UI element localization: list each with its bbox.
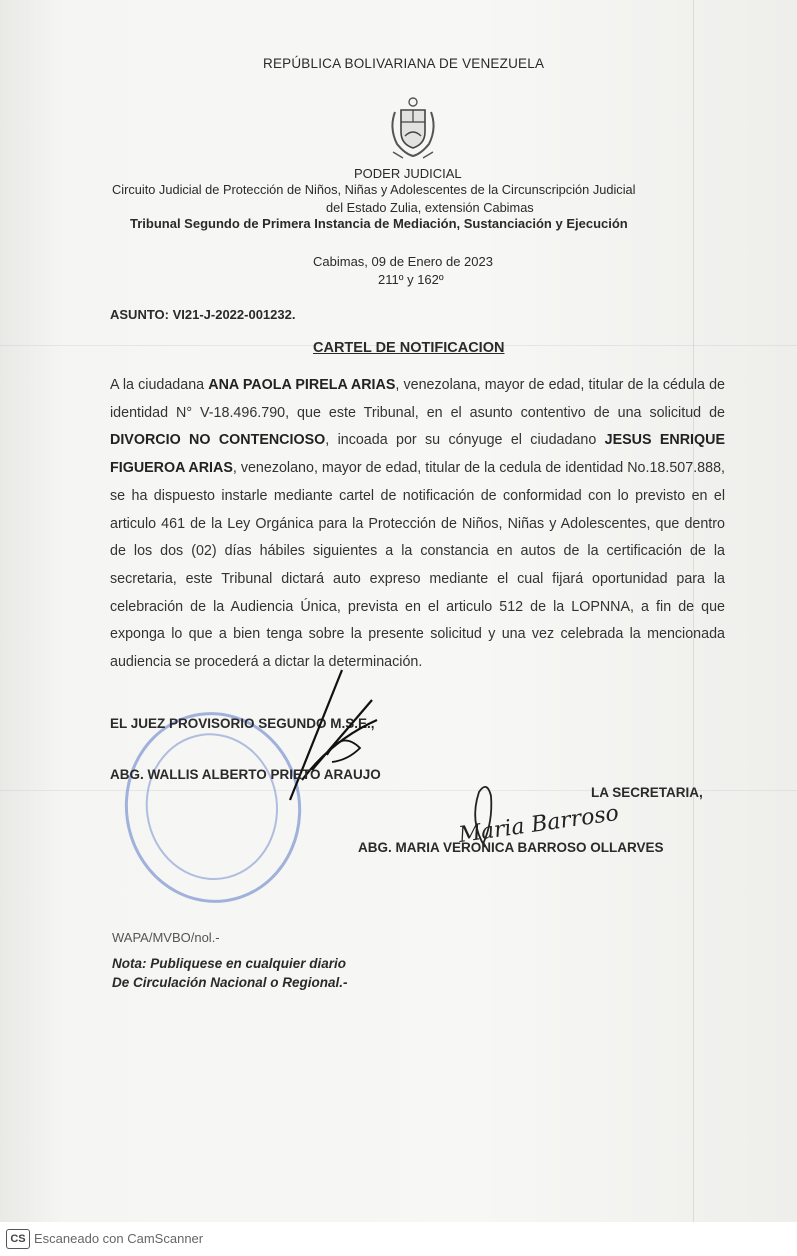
circuit-line-2: del Estado Zulia, extensión Cabimas — [326, 200, 534, 215]
place-date: Cabimas, 09 de Enero de 2023 — [313, 254, 493, 269]
camscanner-logo-icon: CS — [6, 1229, 30, 1249]
coat-of-arms-icon — [383, 92, 443, 162]
secretary-handwritten-signature: Maria Barroso — [457, 800, 621, 849]
secretary-name: ABG. MARIA VERONICA BARROSO OLLARVES — [358, 840, 664, 855]
tribunal-heading: Tribunal Segundo de Primera Instancia de Mediación, Sustanciación y Ejecución — [130, 216, 628, 231]
document-title: CARTEL DE NOTIFICACION — [313, 340, 505, 356]
secretary-title: LA SECRETARIA, — [591, 785, 703, 800]
publication-note-line-2: De Circulación Nacional o Regional.- — [112, 975, 348, 990]
republic-heading: REPÚBLICA BOLIVARIANA DE VENEZUELA — [263, 56, 545, 71]
poder-judicial-heading: PODER JUDICIAL — [354, 166, 462, 181]
circuit-line-1: Circuito Judicial de Protección de Niños, Niñas y Adolescentes de la Circunscripción Judicial — [112, 182, 636, 197]
years-line: 211º y 162º — [378, 272, 444, 287]
notification-body — [110, 372, 725, 677]
court-seal-inner-ring — [136, 725, 287, 889]
camscanner-footer — [0, 1222, 797, 1256]
case-type: DIVORCIO NO CONTENCIOSO — [110, 432, 326, 449]
judge-title: EL JUEZ PROVISORIO SEGUNDO M.S.E., — [110, 716, 375, 731]
body-text-1: A la ciudadana — [110, 377, 209, 393]
case-subject: ASUNTO: VI21-J-2022-001232. — [110, 307, 296, 322]
body-text-4: , venezolano, mayor de edad, titular de la cedula de identidad No.18.507.888, se ha dispuesto instarle mediante cartel de notificación de conformidad con lo previsto en el articulo 461 de la Ley Orgánica para la Protección de Niños, Niñas y Adolescentes, que dentro de los dos (02) días hábiles siguientes a la constancia en autos de la certificación de la secretaria, este Tribunal dictará auto expreso mediante el cual fijará oportunidad para la celebración de la Audiencia Única, prevista en el articulo 512 de la LOPNNA, a fin de que exponga lo que a bien tenga sobre la presente solicitud y una vez celebrada la mencionada audiencia se procederá a dictar la determinación. — [110, 460, 725, 671]
publication-note-line-1: Nota: Publiquese en cualquier diario — [112, 956, 347, 971]
spouse-name: JESUS ENRIQUE FIGUEROA ARIAS — [110, 432, 725, 477]
camscanner-label: Escaneado con CamScanner — [34, 1231, 204, 1246]
body-text-2: , venezolana, mayor de edad, titular de la cédula de identidad N° V-18.496.790, que este Tribunal, en el asunto contentivo de una solicitud de — [110, 377, 726, 421]
judge-name: ABG. WALLIS ALBERTO PRIETO ARAUJO — [110, 767, 381, 782]
body-text-3: , incoada por su cónyuge el ciudadano — [325, 432, 605, 449]
judge-signature-icon — [282, 660, 392, 810]
initials: WAPA/MVBO/nol.- — [112, 930, 220, 945]
recipient-name: ANA PAOLA PIRELA ARIAS — [208, 377, 396, 393]
